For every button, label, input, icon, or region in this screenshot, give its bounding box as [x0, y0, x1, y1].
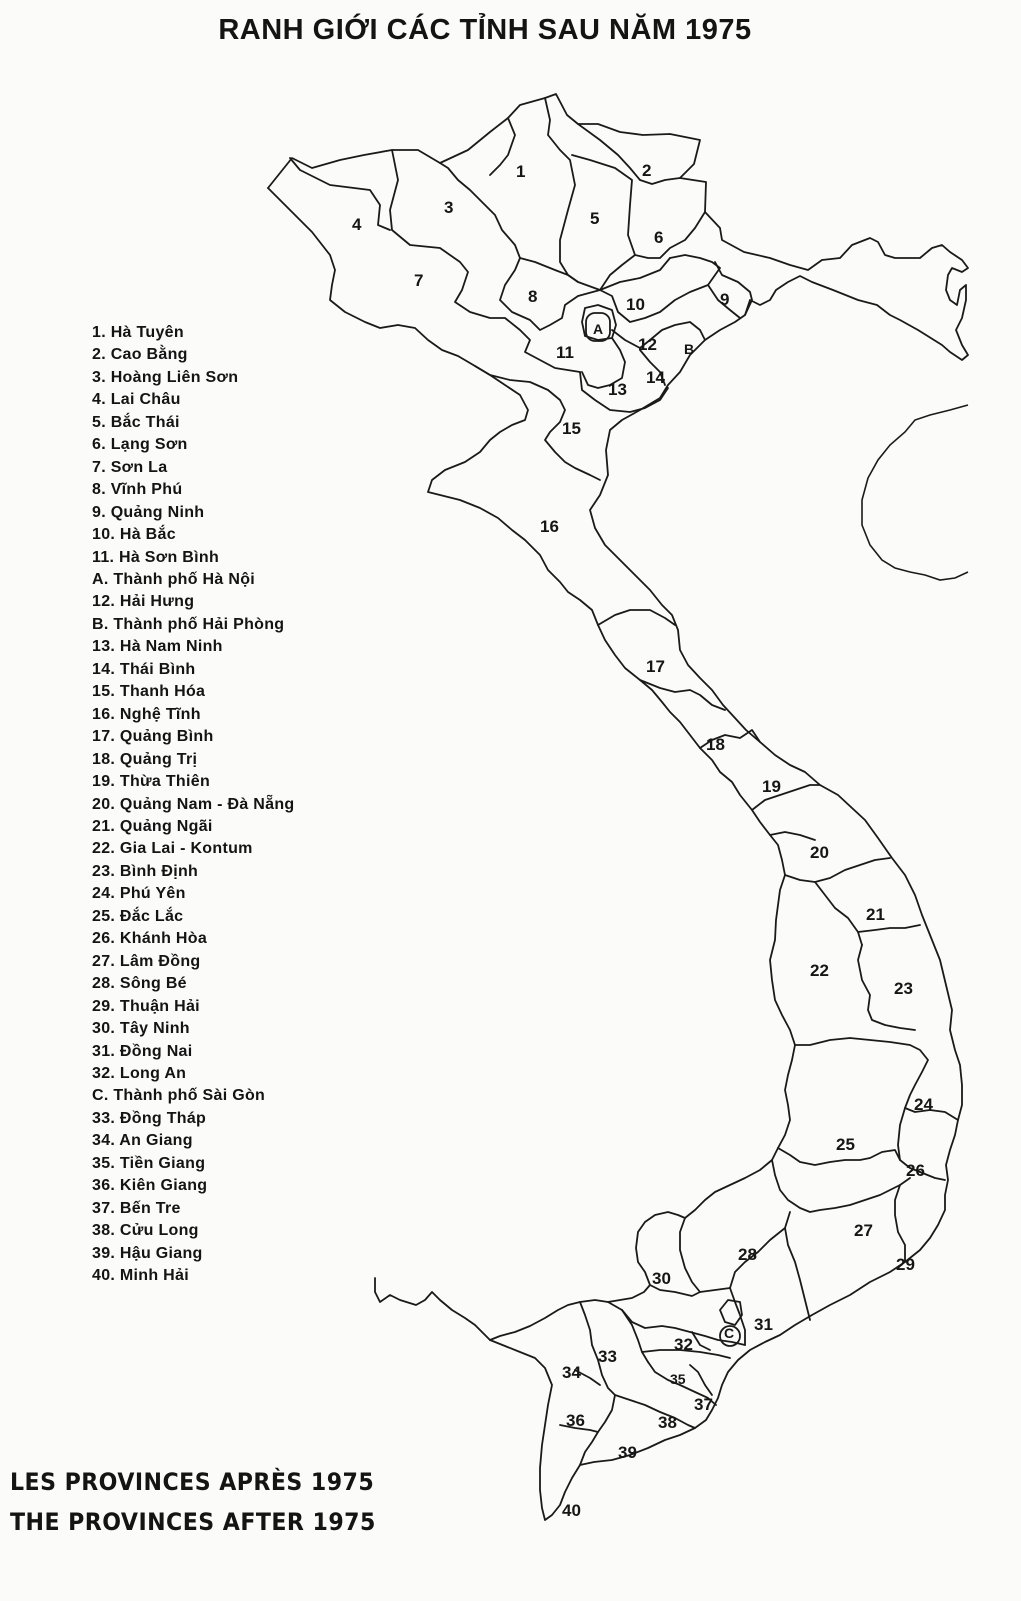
map-label: 9: [720, 290, 730, 309]
map-label: 10: [626, 295, 645, 314]
legend-item: 29. Thuận Hải: [92, 997, 200, 1015]
legend-item: B. Thành phố Hải Phòng: [92, 615, 285, 633]
legend-item: 31. Đồng Nai: [92, 1042, 193, 1060]
map-label: 2: [642, 161, 652, 180]
map-label: 22: [810, 961, 829, 980]
legend-item: 38. Cửu Long: [92, 1222, 199, 1240]
legend-item: 15. Thanh Hóa: [92, 683, 206, 701]
legend-item: 35. Tiền Giang: [92, 1154, 206, 1172]
map-label: C: [724, 1325, 735, 1341]
legend-item: 36. Kiên Giang: [92, 1177, 208, 1195]
legend-item: 3. Hoàng Liên Sơn: [92, 368, 239, 386]
map-label: A: [593, 321, 604, 337]
legend-item: 21. Quảng Ngãi: [92, 817, 213, 835]
legend-item: 17. Quảng Bình: [92, 728, 214, 746]
map-label: 38: [658, 1413, 677, 1432]
map-label: 21: [866, 905, 885, 924]
map-label: 18: [706, 735, 725, 754]
map-label: B: [684, 341, 695, 357]
legend-item: 10. Hà Bắc: [92, 526, 176, 544]
map-label: 7: [414, 271, 424, 290]
legend-item: 14. Thái Bình: [92, 660, 196, 678]
map-label: 36: [566, 1411, 585, 1430]
map-label: 6: [654, 228, 664, 247]
map-label: 17: [646, 657, 665, 676]
legend-item: 23. Bình Định: [92, 862, 199, 880]
legend-item: 37. Bến Tre: [92, 1199, 181, 1217]
map-label: 25: [836, 1135, 855, 1154]
map-title: RANH GIỚI CÁC TỈNH SAU NĂM 1975: [218, 14, 752, 46]
legend-item: 16. Nghệ Tĩnh: [92, 705, 201, 723]
legend-item: 12. Hải Hưng: [92, 593, 195, 611]
legend-item: 34. An Giang: [92, 1132, 193, 1150]
legend-item: A. Thành phố Hà Nội: [92, 570, 256, 588]
province-boundaries: [290, 98, 958, 1465]
map-label: 27: [854, 1221, 873, 1240]
footer-line-french: LES PROVINCES APRÈS 1975: [10, 1468, 375, 1496]
map-label: 23: [894, 979, 913, 998]
legend-item: 4. Lai Châu: [92, 391, 181, 409]
map-label: 34: [562, 1363, 581, 1382]
neighbor-coast: [862, 405, 968, 580]
province-labels: [352, 161, 933, 1520]
map-label: 16: [540, 517, 559, 536]
legend-item: 28. Sông Bé: [92, 975, 187, 993]
map-label: 13: [608, 380, 627, 399]
legend-item: 24. Phú Yên: [92, 885, 186, 903]
legend-item: 19. Thừa Thiên: [92, 773, 211, 791]
legend-item: 2. Cao Bằng: [92, 346, 188, 364]
legend-item: 32. Long An: [92, 1064, 187, 1082]
footer-line-english: THE PROVINCES AFTER 1975: [10, 1508, 376, 1536]
legend-item: 40. Minh Hải: [92, 1267, 189, 1285]
map-label: 31: [754, 1315, 773, 1334]
legend-item: 7. Sơn La: [92, 458, 168, 476]
map-label: 24: [914, 1095, 933, 1114]
map-label: 15: [562, 419, 581, 438]
legend-item: 27. Lâm Đồng: [92, 952, 201, 970]
legend-item: 8. Vĩnh Phú: [92, 481, 183, 499]
map-label: 39: [618, 1443, 637, 1462]
map-label: 11: [556, 343, 574, 362]
legend-item: 22. Gia Lai - Kontum: [92, 840, 253, 858]
legend-item: 5. Bắc Thái: [92, 413, 180, 431]
map-label: 26: [906, 1161, 925, 1180]
western-border: [268, 188, 795, 1340]
map-label: 3: [444, 198, 454, 217]
map-label: 33: [598, 1347, 617, 1366]
map-label: 29: [896, 1255, 915, 1274]
legend-item: 25. Đắc Lắc: [92, 907, 184, 925]
map-label: 19: [762, 777, 781, 796]
map-label: 30: [652, 1269, 671, 1288]
map-label: 37: [694, 1395, 713, 1414]
map-label: 8: [528, 287, 538, 306]
country-outline: [268, 94, 968, 1520]
map-label: 28: [738, 1245, 757, 1264]
footer-caption: [10, 1462, 376, 1542]
legend-item: 30. Tây Ninh: [92, 1020, 190, 1038]
legend-item: 9. Quảng Ninh: [92, 503, 205, 521]
legend-item: 11. Hà Sơn Bình: [92, 548, 220, 566]
map-label: 40: [562, 1501, 581, 1520]
legend-item: 33. Đồng Tháp: [92, 1109, 207, 1127]
legend-item: 6. Lạng Sơn: [92, 436, 188, 454]
map-label: 12: [638, 335, 657, 354]
map-label: 32: [674, 1335, 693, 1354]
map-label: 4: [352, 215, 362, 234]
legend-item: 1. Hà Tuyên: [92, 324, 184, 341]
map-label: 14: [646, 368, 665, 387]
legend-item: 13. Hà Nam Ninh: [92, 638, 223, 656]
map-label: 1: [516, 162, 526, 181]
map-label: 35: [670, 1371, 686, 1387]
legend-item: 20. Quảng Nam - Đà Nẵng: [92, 795, 295, 813]
legend-item: 26. Khánh Hòa: [92, 930, 208, 948]
legend-item: C. Thành phố Sài Gòn: [92, 1087, 266, 1105]
legend-item: 39. Hậu Giang: [92, 1244, 203, 1262]
map-label: 5: [590, 209, 600, 228]
legend-item: 18. Quảng Trị: [92, 750, 198, 768]
map-label: 20: [810, 843, 829, 862]
